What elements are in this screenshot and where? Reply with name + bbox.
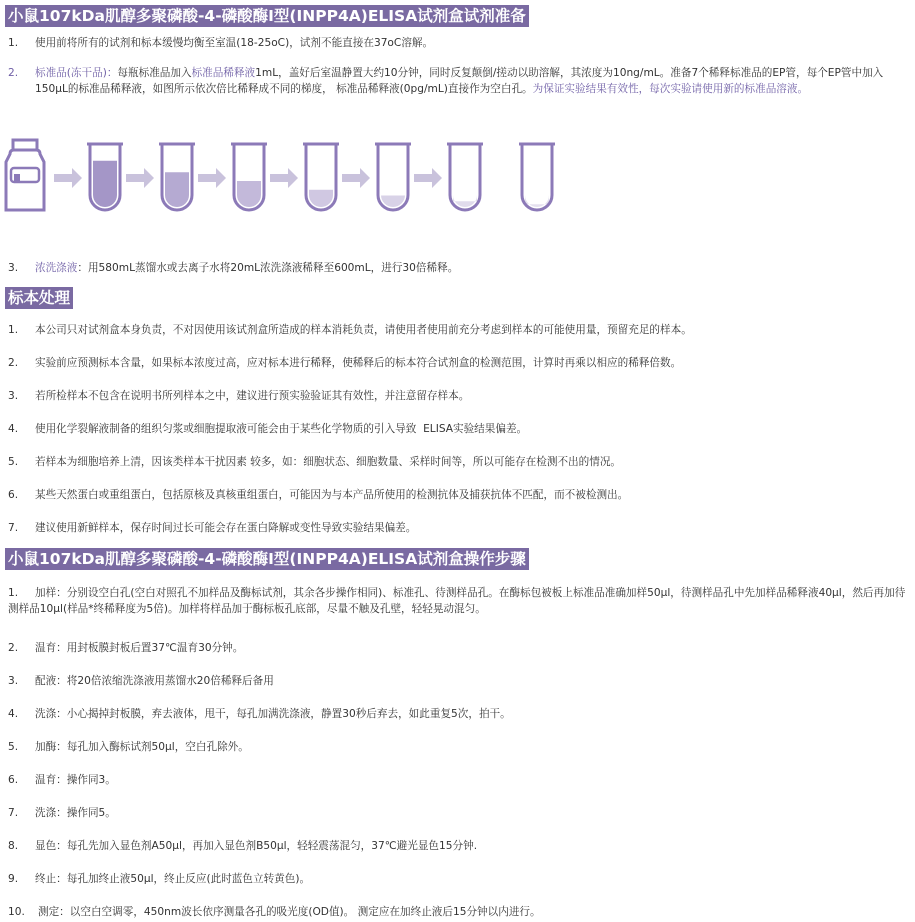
list-item: [8, 772, 908, 788]
item-text: 显色：每孔先加入显色剂A50μl，再加入显色剂B50μl，轻轻震荡混匀，37℃避光显色15分钟.: [35, 840, 478, 852]
item-text: 建议使用新鲜样本，保存时间过长可能会存在蛋白降解或变性导致实验结果偏差。: [35, 522, 417, 534]
item-text: 每瓶标准品加入: [117, 67, 192, 79]
tube-liquid: [525, 195, 549, 207]
item-text: 实验前应预测标本含量，如果标本浓度过高，应对标本进行稀释，使稀释后的标本符合试剂盒的检测范围，计算时再乘以相应的稀释倍数。: [35, 357, 682, 369]
list-item: [8, 388, 908, 404]
standard-diluent-link[interactable]: 标准品稀释液: [191, 67, 256, 79]
item-text: 洗涤：小心揭掉封板膜，弃去液体，甩干，每孔加满洗涤液，静置30秒后弃去，如此重复5次，拍干。: [35, 708, 511, 720]
item-number: 7.: [8, 522, 19, 534]
tube-liquid: [237, 181, 261, 207]
item-number: 6.: [8, 489, 19, 501]
item-text: 温育：操作同3。: [35, 774, 116, 786]
item-number: 10.: [8, 906, 25, 918]
item-text: 1mL，盖好后室温静置大约10分钟，同时反复颠倒/搓动以助溶解，其浓度为10ng/mL。准备7个稀释标准品的EP管，每个EP管中加入150μL的标准品稀释液，如图所示依次倍比稀释成不同的梯度， 标准品稀释液(0pg/mL)直接作为空白孔。: [35, 67, 884, 95]
item-number: 2.: [8, 67, 19, 79]
item-number: 8.: [8, 840, 19, 852]
item-number: 3.: [8, 262, 19, 274]
item-text: 使用前将所有的试剂和标本缓慢均衡至室温(18-25oC)，试剂不能直接在37oC溶解。: [35, 37, 434, 49]
section-title-procedure: 小鼠107kDa肌醇多聚磷酸-4-磷酸酶Ⅰ型(INPP4A)ELISA试剂盒操作步骤: [5, 548, 529, 570]
item-number: 3.: [8, 675, 19, 687]
list-item: [8, 640, 908, 656]
section-title-reagent-prep: 小鼠107kDa肌醇多聚磷酸-4-磷酸酶Ⅰ型(INPP4A)ELISA试剂盒试剂准备: [5, 5, 529, 27]
item-number: 5.: [8, 456, 19, 468]
list-item: [8, 487, 908, 503]
list-item: [8, 838, 908, 854]
item-number: 1.: [8, 37, 19, 49]
tube-liquid: [93, 161, 117, 207]
item-number: 9.: [8, 873, 19, 885]
tube-liquid: [453, 195, 477, 207]
item-number: 7.: [8, 807, 19, 819]
item-text: 洗涤：操作同5。: [35, 807, 116, 819]
list-item: [8, 520, 908, 536]
item-text: 温育：用封板膜封板后置37℃温育30分钟。: [35, 642, 244, 654]
arrow-icon: [414, 168, 442, 188]
item-number: 5.: [8, 741, 19, 753]
list-item: [8, 739, 908, 755]
item-text: 若样本为细胞培养上清，因该类样本干扰因素 较多，如：细胞状态、细胞数量、采样时间等，所以可能存在检测不出的情况。: [35, 456, 622, 468]
item-text: 配液：将20倍浓缩洗涤液用蒸馏水20倍稀释后备用: [35, 675, 274, 687]
item-label: 浓洗涤液: [35, 262, 78, 274]
list-item: [8, 904, 908, 920]
item-text: 若所检样本不包含在说明书所列样本之中，建议进行预实验验证其有效性，并注意留存样本。: [35, 390, 470, 402]
test-tube-icon: [519, 144, 555, 210]
list-item: [8, 706, 908, 722]
item-number: 1.: [8, 324, 19, 336]
item-text: 使用化学裂解液制备的组织匀浆或细胞提取液可能会由于某些化学物质的引入导致 ELISA实验结果偏差。: [35, 423, 528, 435]
item-number: 2.: [8, 642, 19, 654]
vial-icon: [6, 140, 44, 210]
item-text: 加样：分别设空白孔(空白对照孔不加样品及酶标试剂，其余各步操作相同)、标准孔、待测样品孔。在酶标包被板上标准品准确加样50μl，待测样品孔中先加样品稀释液40μl，然后再加待测样品10μl(样品*终稀释度为5倍)。加样将样品加于酶标板孔底部，尽量不触及孔壁，轻轻晃动混匀。: [8, 587, 906, 615]
list-item: [8, 805, 908, 821]
item-number: 6.: [8, 774, 19, 786]
list-item: [8, 65, 908, 97]
item-number: 1.: [8, 587, 19, 599]
list-item: [8, 35, 908, 51]
item-label: 标准品(冻干品)：: [35, 67, 118, 79]
item-text: 某些天然蛋白或重组蛋白，包括原核及真核重组蛋白，可能因为与本产品所使用的检测抗体及捕获抗体不匹配，而不被检测出。: [35, 489, 629, 501]
list-item: [8, 421, 908, 437]
section-title-sample-processing: 标本处理: [5, 287, 73, 309]
item-text: 终止：每孔加终止液50μl，终止反应(此时蓝色立转黄色)。: [35, 873, 311, 885]
item-number: 4.: [8, 708, 19, 720]
list-item: [8, 355, 908, 371]
list-item: [8, 585, 908, 617]
item-number: 2.: [8, 357, 19, 369]
tube-liquid: [309, 190, 333, 207]
item-note: 为保证实验结果有效性，每次实验请使用新的标准品溶液。: [532, 83, 809, 95]
list-item: [8, 673, 908, 689]
dilution-diagram: [0, 136, 580, 216]
tube-liquid: [165, 172, 189, 207]
item-text: 测定：以空白空调零，450nm波长依序测量各孔的吸光度(OD值)。 测定应在加终止液后15分钟以内进行。: [38, 906, 541, 918]
tube-liquid: [381, 195, 405, 207]
list-item: [8, 260, 908, 276]
item-number: 3.: [8, 390, 19, 402]
item-text: 加酶：每孔加入酶标试剂50μl，空白孔除外。: [35, 741, 249, 753]
arrow-icon: [342, 168, 370, 188]
arrow-icon: [198, 168, 226, 188]
test-tube-icon: [447, 144, 483, 210]
list-item: [8, 871, 908, 887]
item-text: 本公司只对试剂盒本身负责，不对因使用该试剂盒所造成的样本消耗负责，请使用者使用前充分考虑到样本的可能使用量，预留充足的样本。: [35, 324, 692, 336]
arrow-icon: [270, 168, 298, 188]
list-item: [8, 454, 908, 470]
item-text: ：用580mL蒸馏水或去离子水将20mL浓洗涤液稀释至600mL，进行30倍稀释。: [77, 262, 459, 274]
arrow-icon: [126, 168, 154, 188]
arrow-icon: [54, 168, 82, 188]
item-number: 4.: [8, 423, 19, 435]
list-item: [8, 322, 908, 338]
